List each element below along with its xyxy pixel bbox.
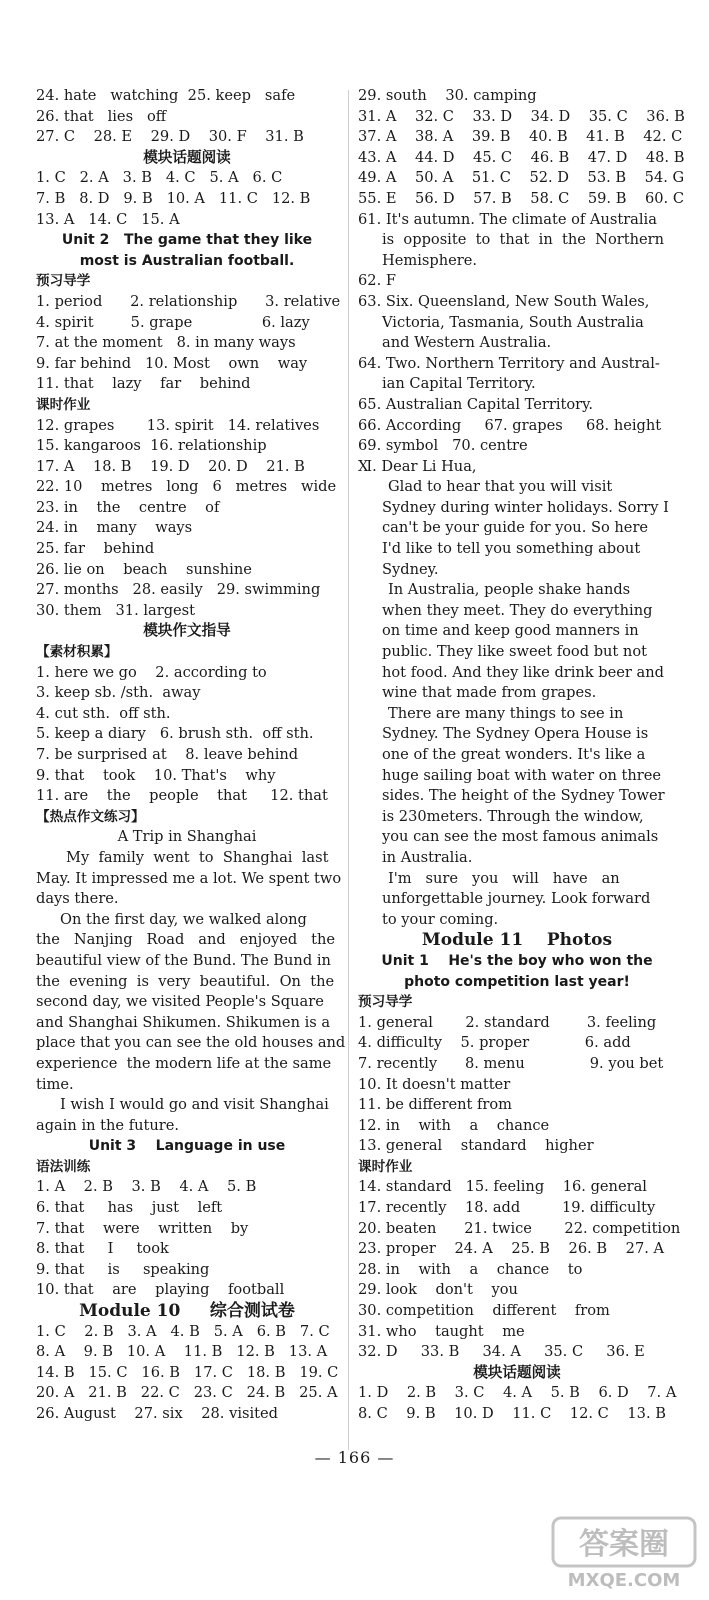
- right-column: [358, 86, 685, 1425]
- right-column-line: 1. D 2. B 3. C 4. A 5. B 6. D 7. A: [358, 1384, 677, 1402]
- left-column-line: and Shanghai Shikumen. Shikumen is a: [36, 1013, 331, 1031]
- left-column-line: 7. that were written by: [36, 1219, 249, 1237]
- right-column-line: 4. difficulty 5. proper 6. add: [358, 1034, 631, 1052]
- right-column-line: 69. symbol 70. centre: [358, 437, 528, 455]
- left-column-line: 1. C 2. A 3. B 4. C 5. A 6. C: [36, 169, 283, 187]
- right-column-line: 12. in with a chance: [358, 1116, 550, 1134]
- right-column-line: 1. general 2. standard 3. feeling: [358, 1013, 657, 1031]
- right-column-line: Sydney. The Sydney Opera House is: [382, 725, 649, 743]
- left-column-line: 24. in many ways: [36, 519, 193, 537]
- watermark-cn-text: 答案圈: [579, 1527, 669, 1562]
- right-column-line: sides. The height of the Sydney Tower: [382, 787, 665, 805]
- left-column-line: 13. A 14. C 15. A: [36, 210, 180, 228]
- left-column: [36, 86, 346, 1425]
- right-column-line: 55. E 56. D 57. B 58. C 59. B 60. C: [358, 189, 685, 207]
- left-column-line: 8. that I took: [36, 1240, 169, 1258]
- left-column-line: 7. be surprised at 8. leave behind: [36, 746, 299, 763]
- left-column-line: 11. are the people that 12. that: [36, 787, 328, 805]
- watermark-logo: [549, 1514, 699, 1592]
- right-column-line: I'd like to tell you something about: [382, 540, 641, 558]
- right-column-line: 31. who taught me: [358, 1322, 525, 1340]
- right-column-line: 64. Two. Northern Territory and Austral-: [358, 354, 660, 372]
- right-column-line: 32. D 33. B 34. A 35. C 36. E: [358, 1343, 645, 1361]
- left-column-line: 10. that are playing football: [36, 1281, 285, 1299]
- left-column-line: 26. that lies off: [36, 107, 167, 125]
- left-column-line: 9. that took 10. That's why: [36, 766, 276, 784]
- right-column-line: unforgettable journey. Look forward: [382, 890, 651, 908]
- left-column-line: the evening is very beautiful. On the: [36, 972, 335, 990]
- right-column-line: 66. According 67. grapes 68. height: [358, 416, 662, 434]
- right-column-line: is opposite to that in the Northern: [382, 231, 664, 249]
- left-column-line: Unit 2 The game that they like: [61, 232, 313, 249]
- right-column-line: 31. A 32. C 33. D 34. D 35. C 36. B: [358, 107, 685, 125]
- left-column-line: On the first day, we walked along: [60, 910, 307, 928]
- left-column-line: A Trip in Shanghai: [117, 828, 257, 846]
- left-column-line: May. It impressed me a lot. We spent two: [36, 869, 342, 887]
- left-column-line: second day, we visited People's Square: [36, 993, 324, 1011]
- left-column-line: 【热点作文练习】: [36, 808, 145, 825]
- right-column-line: 37. A 38. A 39. B 40. B 41. B 42. C: [358, 128, 683, 146]
- right-column-line: 14. standard 15. feeling 16. general: [358, 1178, 647, 1196]
- left-column-line: 26. lie on beach sunshine: [36, 560, 252, 578]
- left-column-line: 17. A 18. B 19. D 20. D 21. B: [36, 457, 305, 475]
- right-column-line: Glad to hear that you will visit: [388, 478, 613, 496]
- right-column-line: when they meet. They do everything: [382, 601, 653, 619]
- left-column-line: 25. far behind: [36, 540, 155, 558]
- left-column-line: 4. cut sth. off sth.: [36, 704, 171, 722]
- left-column-line: 11. that lazy far behind: [36, 375, 251, 393]
- left-column-line: 语法训练: [36, 1158, 91, 1175]
- right-column-line: 62. F: [358, 272, 396, 290]
- right-column-line: 8. C 9. B 10. D 11. C 12. C 13. B: [358, 1405, 666, 1422]
- left-column-line: 4. spirit 5. grape 6. lazy: [36, 313, 310, 331]
- left-column-line: 1. A 2. B 3. B 4. A 5. B: [36, 1178, 257, 1196]
- left-column-line: Module 10 综合测试卷: [79, 1301, 295, 1322]
- watermark-icon: [549, 1514, 699, 1592]
- left-column-line: experience the modern life at the same: [36, 1054, 332, 1072]
- right-column-line: 30. competition different from: [358, 1302, 610, 1320]
- left-column-line: 5. keep a diary 6. brush sth. off sth.: [36, 725, 314, 743]
- right-column-line: 61. It's autumn. The climate of Australia: [358, 210, 657, 228]
- right-column-line: Hemisphere.: [382, 251, 477, 269]
- right-column-line: Sydney during winter holidays. Sorry I: [382, 498, 669, 516]
- left-column-line: 课时作业: [36, 396, 91, 413]
- right-column-line: 63. Six. Queensland, New South Wales,: [358, 292, 650, 310]
- left-column-line: most is Australian football.: [79, 252, 295, 269]
- right-column-line: Module 11 Photos: [421, 930, 613, 951]
- right-column-line: 模块话题阅读: [473, 1363, 561, 1381]
- left-column-line: the Nanjing Road and enjoyed the: [36, 931, 336, 949]
- left-column-line: 23. in the centre of: [36, 498, 220, 516]
- left-column-line: 14. B 15. C 16. B 17. C 18. B 19. C: [36, 1363, 339, 1381]
- right-column-line: 23. proper 24. A 25. B 26. B 27. A: [358, 1240, 665, 1258]
- right-column-line: 课时作业: [358, 1158, 413, 1175]
- right-column-line: in Australia.: [382, 848, 473, 866]
- right-column-line: 预习导学: [358, 994, 413, 1011]
- right-column-line: hot food. And they like drink beer and: [382, 663, 664, 681]
- right-column-line: to your coming.: [382, 910, 499, 928]
- right-column-line: 7. recently 8. menu 9. you bet: [358, 1054, 664, 1072]
- left-column-line: 20. A 21. B 22. C 23. C 24. B 25. A: [36, 1384, 338, 1402]
- left-column-line: 7. B 8. D 9. B 10. A 11. C 12. B: [36, 189, 311, 207]
- right-column-line: Unit 1 He's the boy who won the: [381, 952, 653, 969]
- right-column-line: wine that made from grapes.: [382, 684, 597, 702]
- column-divider: [348, 90, 349, 1450]
- right-column-line: 49. A 50. A 51. C 52. D 53. B 54. G: [358, 169, 685, 187]
- right-column-line: 17. recently 18. add 19. difficulty: [358, 1199, 656, 1217]
- right-column-line: Sydney.: [382, 560, 439, 578]
- right-column-line: 13. general standard higher: [358, 1137, 594, 1155]
- right-column-line: 20. beaten 21. twice 22. competition: [358, 1219, 681, 1237]
- left-column-line: 30. them 31. largest: [36, 601, 196, 619]
- left-column-line: again in the future.: [36, 1116, 180, 1134]
- right-column-line: and Western Australia.: [382, 334, 552, 352]
- left-column-line: Unit 3 Language in use: [88, 1138, 286, 1155]
- left-column-line: 【素材积累】: [36, 644, 118, 661]
- right-column-line: Victoria, Tasmania, South Australia: [382, 313, 644, 331]
- right-column-line: ian Capital Territory.: [382, 375, 536, 393]
- left-column-line: time.: [36, 1075, 74, 1093]
- left-column-line: 1. C 2. B 3. A 4. B 5. A 6. B 7. C: [36, 1322, 330, 1340]
- right-column-line: 11. be different from: [358, 1096, 512, 1114]
- right-column-line: 43. A 44. D 45. C 46. B 47. D 48. B: [358, 148, 685, 166]
- left-column-line: 24. hate watching 25. keep safe: [36, 87, 296, 104]
- right-column-line: I'm sure you will have an: [388, 869, 620, 887]
- left-column-line: 1. here we go 2. according to: [36, 663, 267, 681]
- left-column-line: 8. A 9. B 10. A 11. B 12. B 13. A: [36, 1343, 328, 1361]
- left-column-line: 9. far behind 10. Most own way: [36, 354, 308, 372]
- left-column-line: 15. kangaroos 16. relationship: [36, 437, 267, 455]
- watermark-en-text: MXQE.COM: [567, 1570, 681, 1591]
- left-column-line: 3. keep sb. /sth. away: [36, 684, 201, 702]
- right-column-line: 28. in with a chance to: [358, 1260, 583, 1278]
- right-column-line: 10. It doesn't matter: [358, 1075, 511, 1093]
- left-column-line: 1. period 2. relationship 3. relative: [36, 292, 341, 310]
- left-column-line: 27. C 28. E 29. D 30. F 31. B: [36, 128, 304, 146]
- right-column-line: There are many things to see in: [388, 704, 624, 722]
- right-column-line: 65. Australian Capital Territory.: [358, 395, 594, 413]
- left-column-line: My family went to Shanghai last: [66, 848, 329, 866]
- right-column-line: photo competition last year!: [404, 973, 630, 990]
- left-column-line: 7. at the moment 8. in many ways: [36, 334, 296, 352]
- right-column-line: can't be your guide for you. So here: [382, 519, 649, 537]
- left-column-line: 预习导学: [36, 273, 91, 290]
- right-column-line: 29. look don't you: [358, 1281, 518, 1299]
- right-column-line: Ⅺ. Dear Li Hua,: [358, 457, 477, 475]
- right-column-line: you can see the most famous animals: [382, 828, 659, 846]
- left-column-line: 26. August 27. six 28. visited: [36, 1405, 278, 1422]
- page-number: — 166 —: [314, 1448, 395, 1467]
- left-column-line: place that you can see the old houses and: [36, 1034, 346, 1052]
- left-column-line: 模块话题阅读: [143, 148, 231, 166]
- right-column-line: 29. south 30. camping: [358, 87, 537, 104]
- left-column-line: 12. grapes 13. spirit 14. relatives: [36, 416, 320, 434]
- right-column-line: is 230meters. Through the window,: [382, 807, 644, 825]
- left-column-line: 22. 10 metres long 6 metres wide: [36, 478, 337, 496]
- right-column-line: public. They like sweet food but not: [382, 643, 647, 661]
- left-column-line: beautiful view of the Bund. The Bund in: [36, 951, 331, 969]
- left-column-line: 6. that has just left: [36, 1199, 223, 1217]
- left-column-line: I wish I would go and visit Shanghai: [60, 1096, 329, 1114]
- left-column-line: 9. that is speaking: [36, 1260, 210, 1278]
- right-column-line: one of the great wonders. It's like a: [382, 746, 646, 763]
- right-column-line: on time and keep good manners in: [382, 622, 639, 640]
- left-column-line: days there.: [36, 890, 119, 908]
- left-column-line: 模块作文指导: [143, 622, 231, 640]
- right-column-line: huge sailing boat with water on three: [382, 766, 662, 784]
- left-column-line: 27. months 28. easily 29. swimming: [36, 581, 321, 599]
- right-column-line: In Australia, people shake hands: [388, 581, 631, 599]
